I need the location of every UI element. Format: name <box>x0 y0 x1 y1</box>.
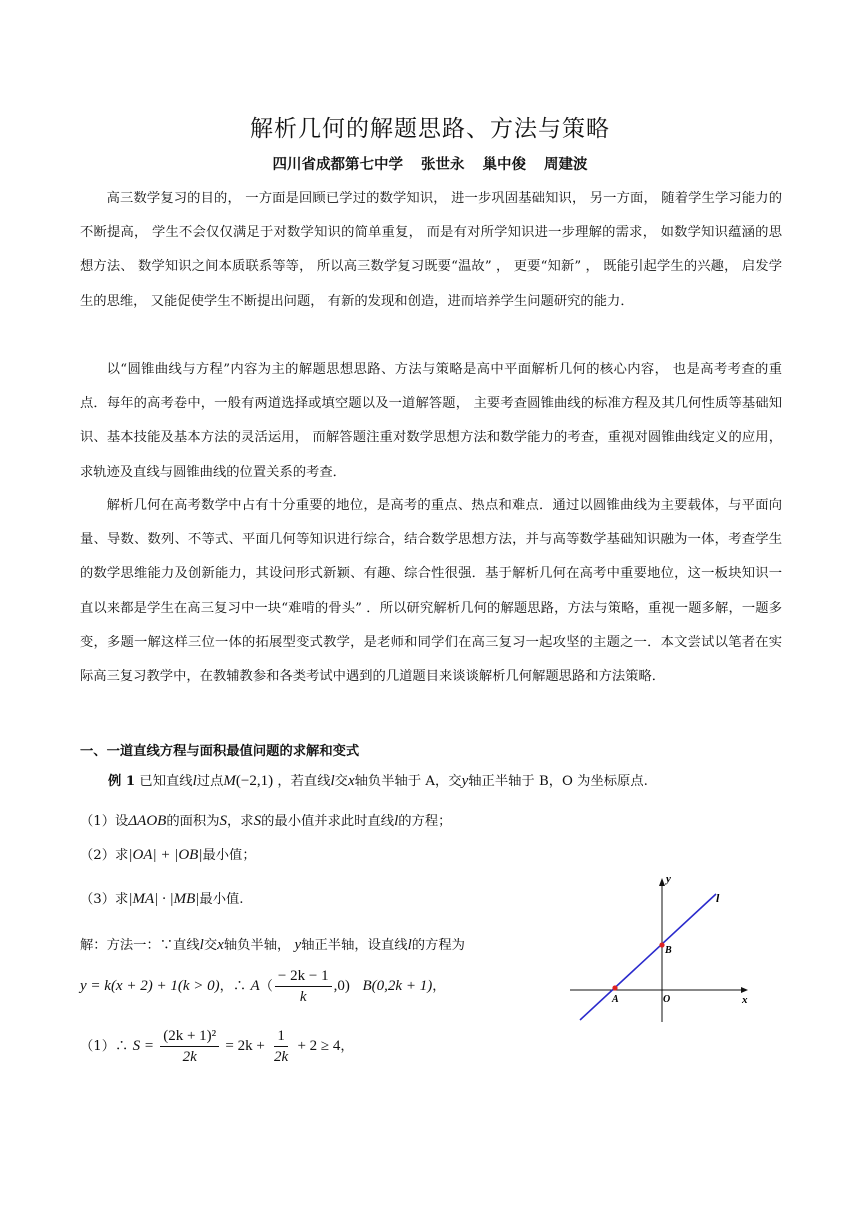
question-2: （2）求|OA| + |OB|最小值； <box>80 847 256 863</box>
origin-label: O <box>663 994 671 1005</box>
coordinate-figure <box>566 868 756 1028</box>
fraction: $\frac{1}{2k}$ <box>274 1028 289 1065</box>
x-axis-arrow <box>741 987 748 993</box>
point-a-label: A <box>612 994 619 1005</box>
body-paragraph: 高三数学复习的目的， 一方面是回顾已学过的数学知识， 进一步巩固基础知识， 另一方面， 随着学生学习能力的不断提高， 学生不会仅仅满足于对数学知识的简单重复， 而是有对所学知识进一步理解的需求， 如数学知识蕴涵的思想方法、 数学知识之间本质联系等等， 所以高三数学复习既要“温故” ， 更要“知新” ， 既能引起学生的兴趣， 启发学生的思维， 又能促使学生不断提出问题， 有新的发现和创造，进而培养学生问题研究的能力． <box>80 191 782 309</box>
body-paragraph: 以“圆锥曲线与方程”内容为主的解题思想思路、方法与策略是高中平面解析几何的核心内容， 也是高考考查的重点．每年的高考卷中，一般有两道选择或填空题以及一道解答题， 主要考查圆锥曲线的标准方程及其几何性质等基础知识、基本技能及基本方法的灵活运用， 而解答题注重对数学思想方法和数学能力的考查，重视对圆锥曲线定义的应用， 求轨迹及直线与圆锥曲线的位置关系的考查． <box>80 362 782 480</box>
author-line <box>0 153 860 174</box>
body-paragraph: 解析几何在高考数学中占有十分重要的地位，是高考的重点、热点和难点．通过以圆锥曲线为主要载体，与平面向量、导数、数列、不等式、平面几何等知识进行综合，结合数学思想方法，并与高等数学基础知识融为一体，考查学生的数学思维能力及创新能力，其设问形式新颖、有趣、综合性很强．基于解析几何在高考中重要地位，这一板块知识一直以来都是学生在高三复习中一块“难啃的骨头” ．所以研究解析几何的解题思路，方法与策略，重视一题多解，一题多变，多题一解这样三位一体的拓展型变式教学，是老师和同学们在高三复习一起攻坚的主题之一．本文尝试以笔者在实际高三复习教学中，在教辅教参和各类考试中遇到的几道题目来谈谈解析几何解题思路和方法策略． <box>80 498 782 685</box>
fraction: $\frac{- 2k - 1}{k}$ <box>275 966 332 1007</box>
question-1: （1）设ΔAOB的面积为S，求S的最小值并求此时直线l的方程； <box>80 813 452 829</box>
paper-title: 解析几何的解题思路、方法与策略 <box>250 116 610 142</box>
author-name: 张世永 <box>421 157 465 173</box>
line-l <box>580 894 716 1020</box>
author-name: 巢中俊 <box>482 157 526 173</box>
equation-line-1: y = k(x + 2) + 1(k > 0)，∴ A（ $\frac{- 2k - 1}{k}$ ,0) B(0,2k + 1)， <box>80 968 446 1005</box>
point-b-marker <box>659 942 664 947</box>
figure-canvas <box>566 868 756 1028</box>
section-heading: 一、一道直线方程与面积最值问题的求解和变式 <box>80 744 360 759</box>
equation-line-2: （1）∴ S = $\frac{\text{(2k + 1)²}}{2k}$ = 2k + $\frac{1}{2k}$ + 2 ≥ 4， <box>80 1028 354 1065</box>
author-name: 周建波 <box>544 157 588 173</box>
point-a-marker <box>612 985 617 990</box>
line-label: l <box>716 891 720 905</box>
example-statement: 例 1 已知直线l过点M(−2,1) ，若直线l交x轴负半轴于 A，交y轴正半轴于 B，O 为坐标原点. <box>108 773 648 789</box>
point-b-label: B <box>665 945 672 956</box>
fraction: $\frac{\text{(2k + 1)²}}{2k}$ <box>160 1026 219 1067</box>
author-school: 四川省成都第七中学 <box>272 157 403 173</box>
example-label: 例 1 <box>108 774 136 789</box>
solution-intro: 解：方法一：∵直线l交x轴负半轴， y轴正半轴，设直线l的方程为 <box>80 937 465 953</box>
y-axis-arrow <box>659 878 665 886</box>
x-axis-label: x <box>742 994 748 1006</box>
y-axis-label: y <box>666 873 671 885</box>
question-3: （3）求|MA| · |MB|最小值. <box>80 891 244 907</box>
